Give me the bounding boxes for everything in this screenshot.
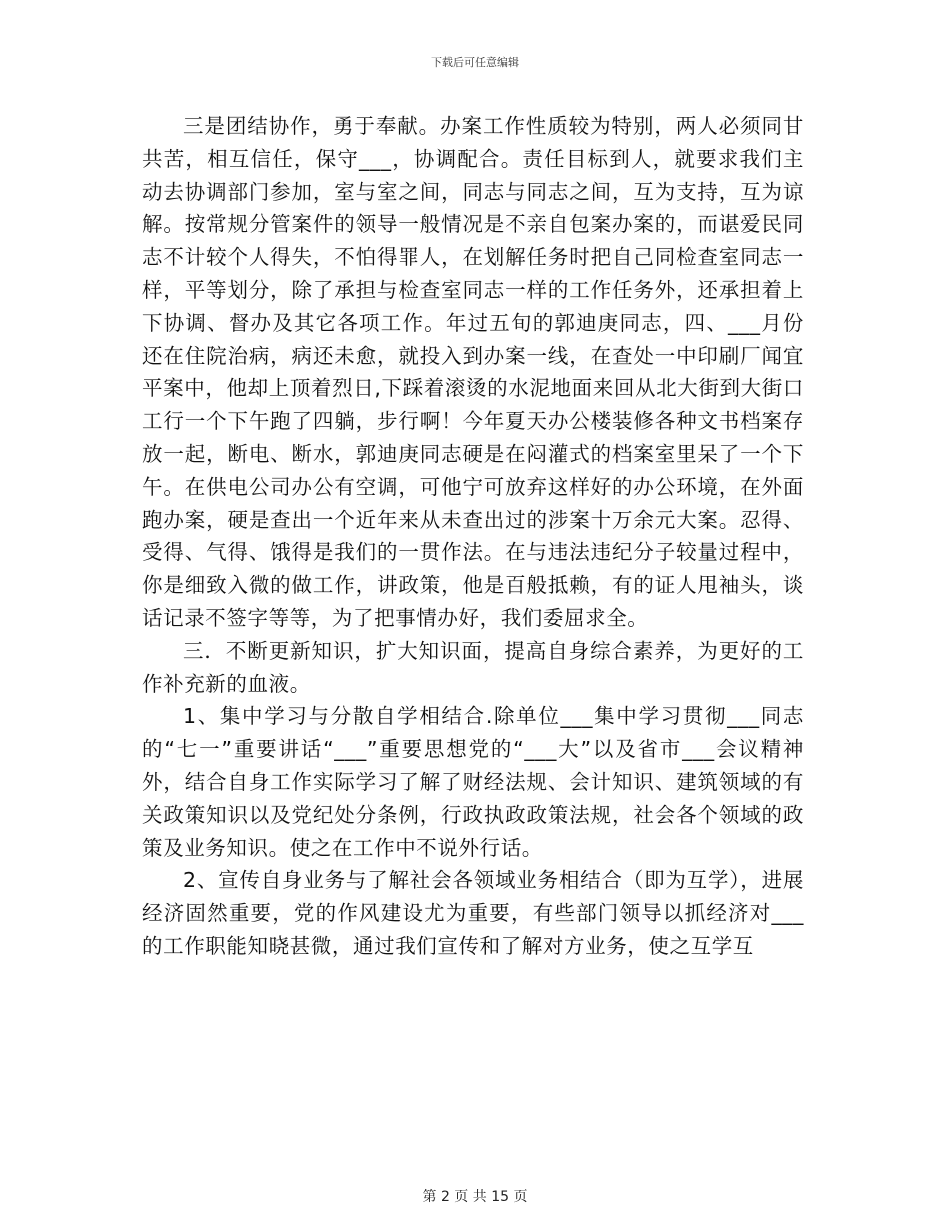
paragraph-mutual-learning: 2、宣传自身业务与了解社会各领域业务相结合（即为互学），进展经济固然重要，党的作风建设尤为重要，有些部门领导以抓经济对___的工作职能知晓甚微，通过我们宣传和了解对方业务，使之互学互 — [142, 868, 804, 958]
paragraph-teamwork: 三是团结协作，勇于奉献。办案工作性质较为特别，两人必须同甘共苦，相互信任，保守___，协调配合。责任目标到人，就要求我们主动去协调部门参加，室与室之间，同志与同志之间，互为支持，互为谅解。按常规分管案件的领导一般情况是不亲自包案办案的，而谌爱民同志不计较个人得失，不怕得罪人，在划解任务时把自己同检查室同志一样，平等划分，除了承担与检查室同志一样的工作任务外，还承担着上下协调、督办及其它各项工作。年过五旬的郭迪庚同志，四、___月份还在住院治病，病还未愈，就投入到办案一线，在查处一中印刷厂闻宜平案中，他却上顶着烈日,下踩着滚烫的水泥地面来回从北大街到大街口工行一个下午跑了四躺，步行啊！今年夏天办公楼装修各种文书档案存放一起，断电、断水，郭迪庚同志硬是在闷灌式的档案室里呆了一个下午。在供电公司办公有空调，可他宁可放弃这样好的办公环境，在外面跑办案，硬是查出一个近年来从未查出过的涉案十万余元大案。忍得、受得、气得、饿得是我们的一贯作法。在与违法违纪分子较量过程中，你是细致入微的做工作，讲政策，他是百般抵赖，有的证人甩袖头，谈话记录不签字等等，为了把事情办好，我们委屈求全。 — [142, 114, 804, 630]
page-number: 第 2 页 共 15 页 — [422, 1189, 528, 1205]
page-header: 下载后可任意编辑 — [431, 56, 519, 69]
document-body — [142, 110, 804, 963]
paragraph-section-three-heading: 三．不断更新知识，扩大知识面，提高自身综合素养，为更好的工作补充新的血液。 — [142, 638, 804, 696]
paragraph-study-combination: 1、集中学习与分散自学相结合.除单位___集中学习贯彻___同志的“七一”重要讲话“___”重要思想党的“___大”以及省市___会议精神外，结合自身工作实际学习了解了财经法规、会计知识、建筑领域的有关政策知识以及党纪处分条例，行政执政政策法规，社会各个领域的政策及业务知识。使之在工作中不说外行话。 — [142, 704, 804, 860]
